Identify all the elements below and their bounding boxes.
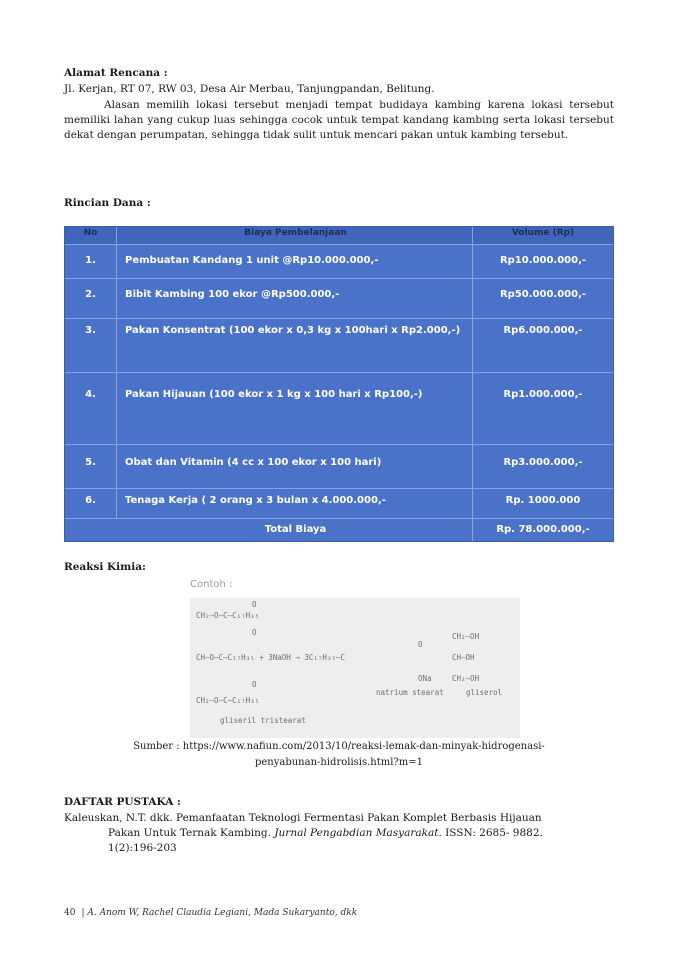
chem-label-glycerol: gliserol xyxy=(466,688,503,697)
column-header-desc: Biaya Pembelanjaan xyxy=(117,227,473,244)
row-no: 6. xyxy=(65,489,117,518)
reference-line3: 1(2):196-203 xyxy=(108,842,177,855)
chem-carbonyl-2: O xyxy=(252,628,257,637)
chem-line-1: CH₂—O—C—C₁₇H₃₅ xyxy=(196,611,260,620)
row-no: 5. xyxy=(65,445,117,488)
column-header-no: No xyxy=(65,227,117,244)
row-amount: Rp1.000.000,- xyxy=(503,389,583,400)
total-label: Total Biaya xyxy=(117,519,473,541)
budget-heading: Rincian Dana : xyxy=(64,197,151,209)
chem-carbonyl-3: O xyxy=(252,680,257,689)
figure-source-line1: Sumber : https://www.nafiun.com/2013/10/reaksi-lemak-dan-minyak-hidrogenasi- xyxy=(133,741,545,752)
reference-line2 xyxy=(64,826,614,841)
row-amount: Rp10.000.000,- xyxy=(499,255,587,266)
reference-journal: Jurnal Pengabdian Masyarakat. xyxy=(274,827,442,840)
table-row xyxy=(65,489,613,519)
table-header-row xyxy=(65,227,613,245)
address-line: Jl. Kerjan, RT 07, RW 03, Desa Air Merbau, Tanjungpandan, Belitung. xyxy=(64,83,435,95)
reaction-heading: Reaksi Kimia: xyxy=(64,561,146,573)
chem-label-triglyceride: gliseril tristearat xyxy=(220,716,306,725)
chem-carbonyl-1: O xyxy=(252,600,257,609)
chem-glycerol-3: CH₂—OH xyxy=(452,674,480,683)
row-amount: Rp50.000.000,- xyxy=(499,289,587,300)
row-amount: Rp. 1000.000 xyxy=(505,495,581,506)
references-heading: DAFTAR PUSTAKA : xyxy=(64,796,181,808)
chemistry-figure xyxy=(190,598,520,738)
chem-line-2: CH—O—C—C₁₇H₃₅ + 3NaOH → 3C₁₇H₃₅—C xyxy=(196,653,346,662)
row-no: 3. xyxy=(65,319,117,372)
row-desc: Obat dan Vitamin (4 cc x 100 ekor x 100 hari) xyxy=(117,445,473,488)
address-heading: Alamat Rencana : xyxy=(64,67,168,79)
page-number: 40 xyxy=(64,908,76,918)
chem-glycerol-1: CH₂—OH xyxy=(452,632,480,641)
row-desc: Pakan Hijauan (100 ekor x 1 kg x 100 hari x Rp100,-) xyxy=(117,373,473,444)
row-amount: Rp6.000.000,- xyxy=(503,325,583,336)
figure-source-line2: penyabunan-hidrolisis.html?m=1 xyxy=(254,757,424,768)
row-desc: Pembuatan Kandang 1 unit @Rp10.000.000,- xyxy=(117,245,473,278)
page-footer xyxy=(64,907,357,920)
reference-entry xyxy=(64,811,614,857)
table-row xyxy=(65,279,613,319)
row-no: 2. xyxy=(65,279,117,318)
total-amount: Rp. 78.000.000,- xyxy=(496,524,590,535)
table-row xyxy=(65,319,613,373)
row-desc: Bibit Kambing 100 ekor @Rp500.000,- xyxy=(117,279,473,318)
address-paragraph: Alasan memilih lokasi tersebut menjadi tempat budidaya kambing karena lokasi tersebut memiliki lahan yang cukup luas sehingga cocok untuk tempat kandang kambing serta lokasi tersebut dekat dengan perumpatan, sehingga tidak sulit untuk mencari pakan untuk kambing tersebut. xyxy=(64,99,614,142)
total-spacer xyxy=(65,519,117,541)
row-desc: Tenaga Kerja ( 2 orang x 3 bulan x 4.000.000,- xyxy=(117,489,473,518)
chem-label-soap: natrium stearat xyxy=(376,688,444,697)
row-amount: Rp3.000.000,- xyxy=(503,457,583,468)
chem-carbonyl-4: O xyxy=(418,640,423,649)
reference-issn: ISSN: 2685- 9882. xyxy=(441,827,543,840)
table-row xyxy=(65,245,613,279)
budget-table xyxy=(64,226,614,542)
row-desc: Pakan Konsentrat (100 ekor x 0,3 kg x 100hari x Rp2.000,-) xyxy=(117,319,473,372)
figure-label: Contoh : xyxy=(190,579,233,590)
row-no: 4. xyxy=(65,373,117,444)
table-total-row xyxy=(65,519,613,541)
reference-title-end: Pakan Untuk Ternak Kambing. xyxy=(108,827,275,840)
row-no: 1. xyxy=(65,245,117,278)
footer-authors: | A. Anom W, Rachel Claudia Legiani, Mada Sukaryanto, dkk xyxy=(81,908,358,918)
chem-ona: ONa xyxy=(418,674,432,683)
table-row xyxy=(65,373,613,445)
column-header-amount: Volume (Rp) xyxy=(511,228,575,238)
chem-line-3: CH₂—O—C—C₁₇H₃₅ xyxy=(196,696,260,705)
table-row xyxy=(65,445,613,489)
chem-glycerol-2: CH—OH xyxy=(452,653,475,662)
reference-line1: Kaleuskan, N.T. dkk. Pemanfaatan Teknologi Fermentasi Pakan Komplet Berbasis Hijauan xyxy=(64,812,542,824)
